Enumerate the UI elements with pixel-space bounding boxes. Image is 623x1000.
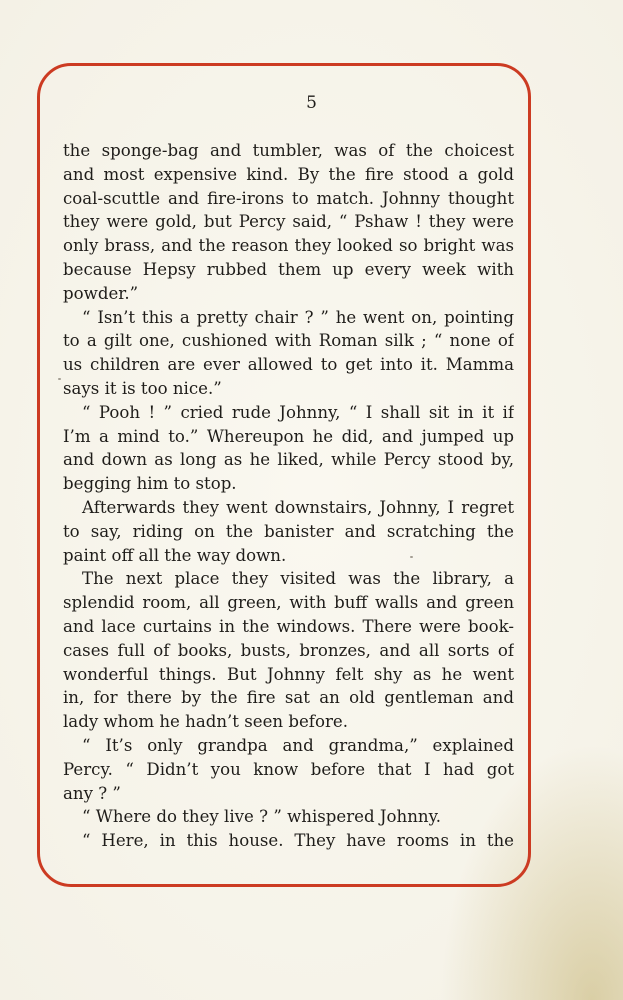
text-line: only brass, and the reason they looked so bright was (63, 236, 514, 256)
text-line: “ Here, in this house. They have rooms in the (82, 831, 514, 851)
text-line: and lace curtains in the windows. There were book- (63, 616, 514, 636)
text-line: the sponge-bag and tumbler, was of the choicest (63, 141, 514, 160)
ink-speck (410, 556, 413, 558)
text-line: Afterwards they went downstairs, Johnny, I regret (82, 497, 514, 517)
text-line: to a gilt one, cushioned with Roman silk ; “ none of (63, 331, 514, 351)
text-line: paint off all the way down. (63, 545, 287, 565)
page-number: 5 (306, 93, 317, 113)
text-line: “ Pooh ! ” cried rude Johnny, “ I shall sit in it if (82, 402, 514, 422)
text-line: cases full of books, busts, bronzes, and all sorts of (63, 640, 514, 660)
text-line: and most expensive kind. By the fire stood a gold (63, 164, 514, 184)
text-line: wonderful things. But Johnny felt shy as he went (63, 664, 514, 684)
text-line: coal-scuttle and fire-irons to match. Johnny thought (63, 188, 514, 208)
text-line: Percy. “ Didn’t you know before that I had got (63, 759, 514, 779)
text-line: and down as long as he liked, while Percy stood by, (63, 450, 514, 470)
text-line: splendid room, all green, with buff walls and green (63, 593, 514, 613)
text-line: says it is too nice.” (63, 378, 222, 398)
text-line: lady whom he hadn’t seen before. (63, 712, 348, 732)
text-line: The next place they visited was the library, a (82, 569, 514, 589)
text-line: “ Where do they live ? ” whispered Johnny. (82, 807, 442, 827)
text-line: because Hepsy rubbed them up every week with (63, 259, 514, 279)
body-text (63, 139, 514, 853)
text-line: “ It’s only grandpa and grandma,” explained (82, 735, 514, 755)
text-line: begging him to stop. (63, 474, 237, 494)
text-line: “ Isn’t this a pretty chair ? ” he went on, pointing (82, 307, 514, 327)
text-line: any ? ” (63, 783, 121, 803)
text-line: to say, riding on the banister and scratching the (63, 521, 514, 541)
text-line: us children are ever allowed to get into it. Mamma (63, 355, 514, 375)
text-line: in, for there by the fire sat an old gentleman and (63, 688, 514, 708)
ink-speck (58, 378, 61, 380)
text-line: I’m a mind to.” Whereupon he did, and jumped up (63, 426, 514, 446)
text-line: powder.” (63, 283, 139, 303)
text-line: they were gold, but Percy said, “ Pshaw ! they were (63, 212, 514, 232)
